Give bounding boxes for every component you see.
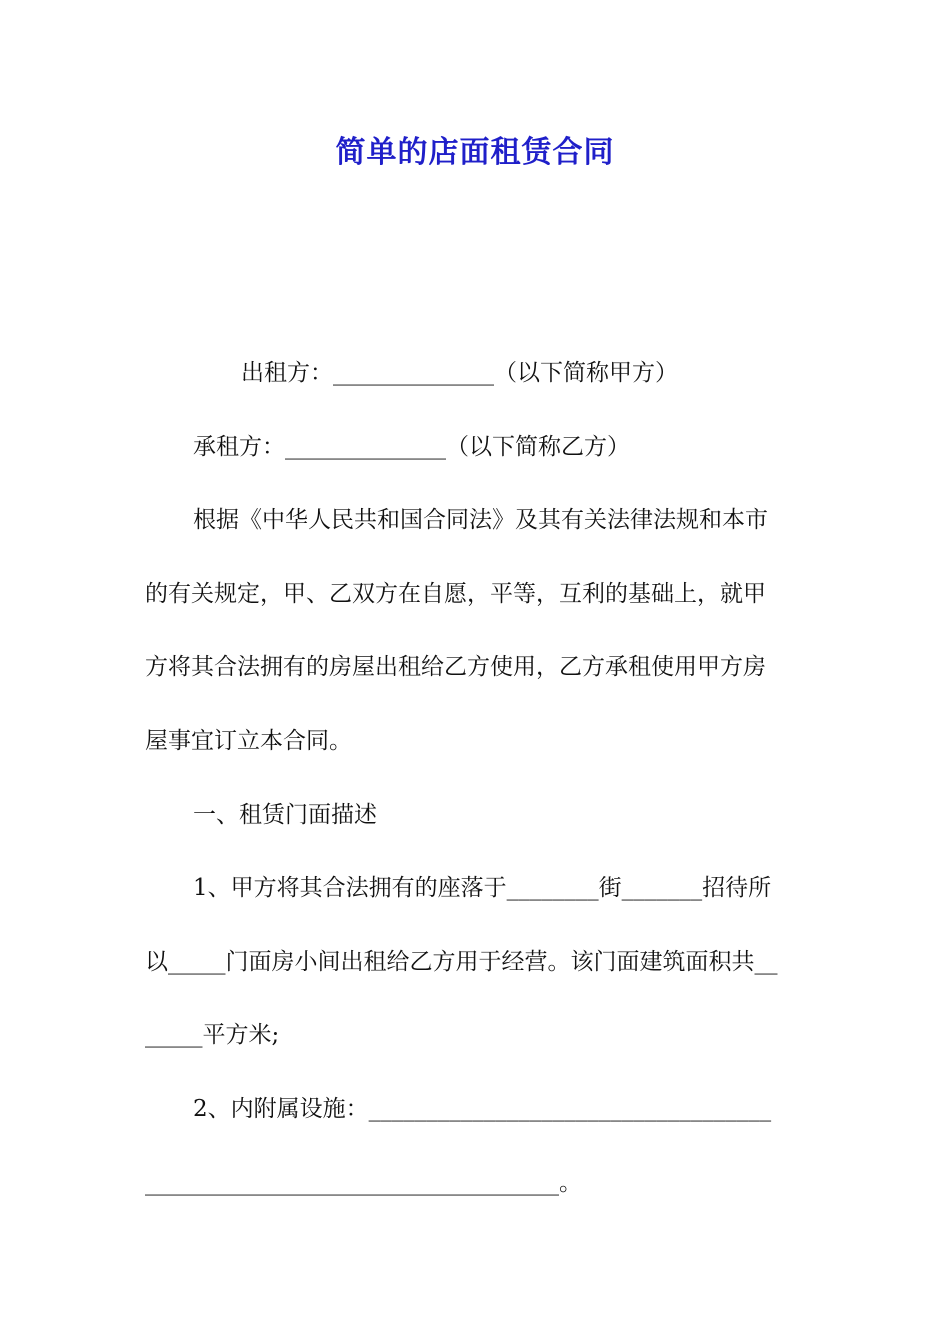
preamble-line-4: 屋事宜订立本合同。 [145,727,352,754]
clause-2-line-1: 2、内附属设施：___________________________________ [193,1095,772,1122]
preamble-line-2: 的有关规定，甲、乙双方在自愿，平等，互利的基础上，就甲 [145,580,766,607]
document-title: 简单的店面租赁合同 [335,135,615,170]
lessor-line: 出租方：______________（以下简称甲方） [241,360,678,386]
document-body [145,337,810,1220]
preamble-line-3: 方将其合法拥有的房屋出租给乙方使用，乙方承租使用甲方房 [145,654,766,681]
clause-2-line-2: ____________________________________。 [145,1169,582,1196]
clause-1-line-2: 以_____门面房小间出租给乙方用于经营。该门面建筑面积共__ [145,948,778,975]
preamble-line-1: 根据《中华人民共和国合同法》及其有关法律法规和本市 [193,507,768,534]
clause-1-line-1: 1、甲方将其合法拥有的座落于________街_______招待所 [193,875,772,902]
lessee-line: 承租方：______________（以下简称乙方） [193,433,630,460]
clause-1-line-3: _____平方米; [145,1022,280,1049]
section-heading-1: 一、租赁门面描述 [193,801,377,828]
